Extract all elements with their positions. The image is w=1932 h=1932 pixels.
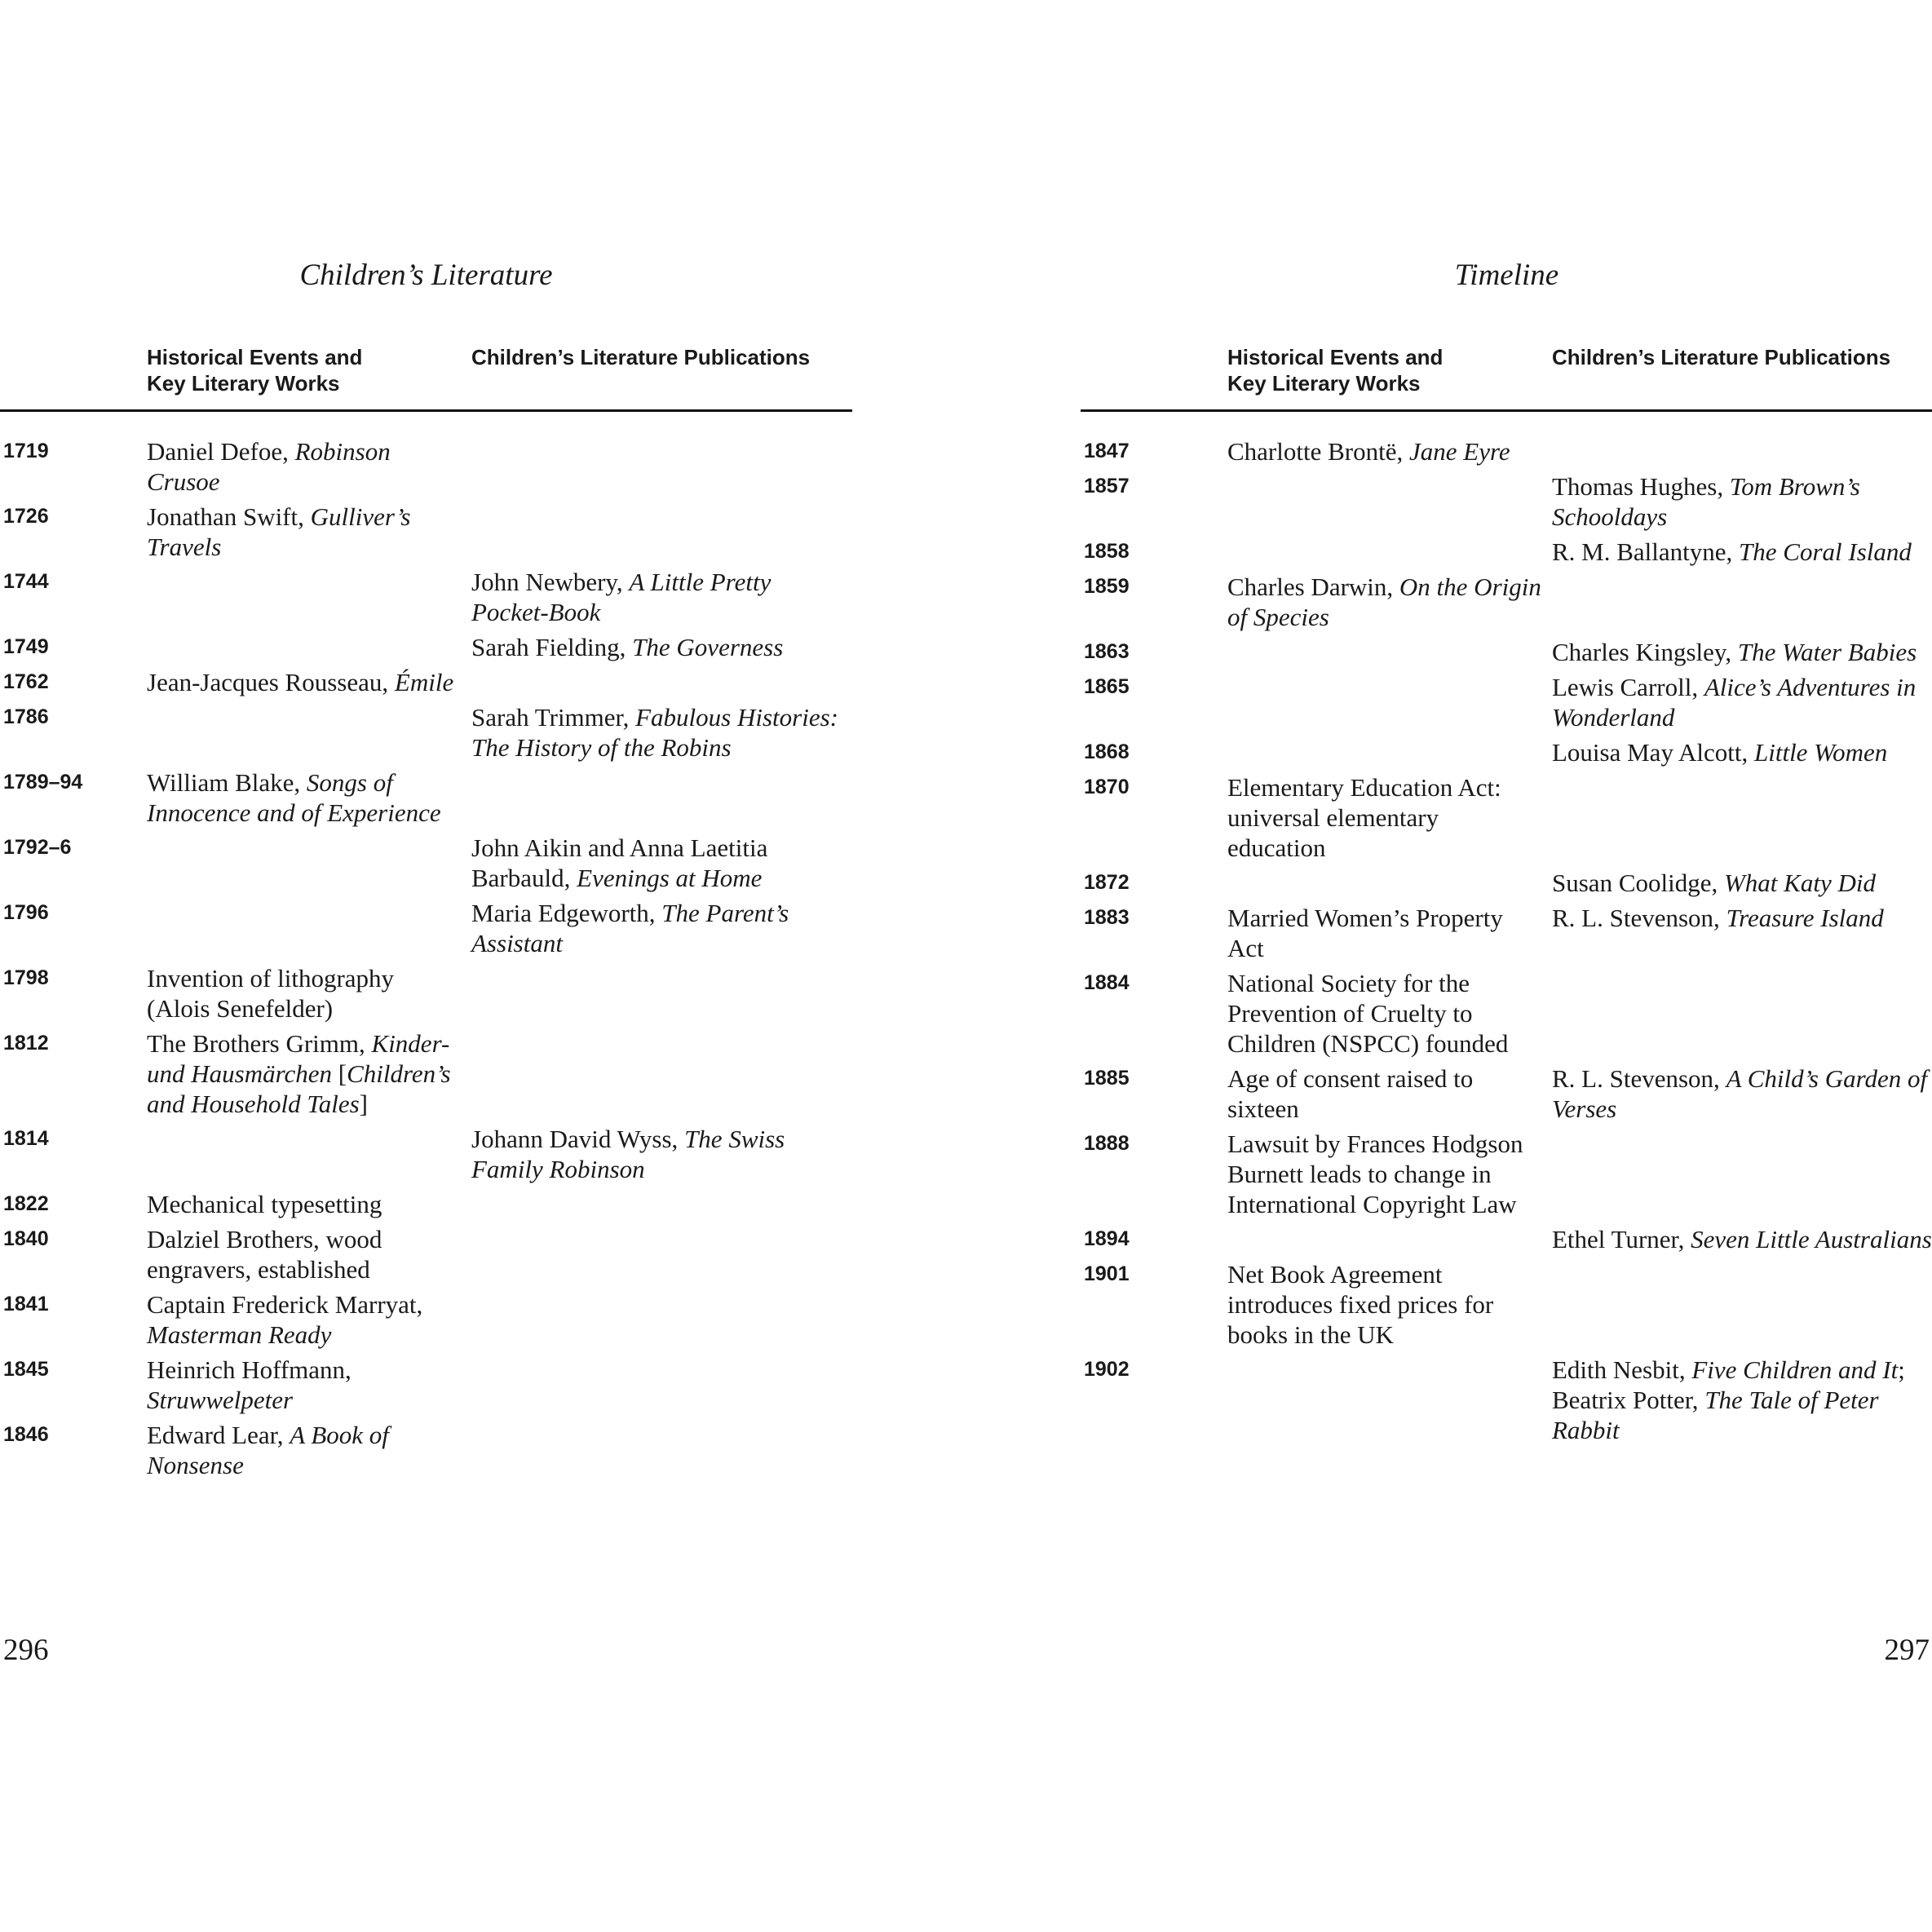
publication-cell bbox=[471, 632, 852, 662]
event-title: Émile bbox=[394, 668, 454, 696]
event-text: Elementary Education Act: universal elementary education bbox=[1227, 773, 1501, 862]
timeline-row bbox=[1081, 1259, 1932, 1350]
timeline-row bbox=[1081, 471, 1932, 532]
event-cell bbox=[1227, 1259, 1552, 1350]
event-text: National Society for the Prevention of Cruelty to Children (NSPCC) founded bbox=[1227, 969, 1509, 1058]
timeline-row bbox=[0, 1028, 852, 1119]
timeline-row bbox=[0, 667, 852, 697]
publication-cell bbox=[1552, 903, 1932, 933]
timeline-row bbox=[0, 632, 852, 662]
year: 1902 bbox=[1084, 1358, 1130, 1381]
publication-author: R. L. Stevenson, bbox=[1552, 904, 1726, 932]
timeline-row bbox=[1081, 772, 1932, 863]
publication-author: Johann David Wyss, bbox=[471, 1125, 685, 1153]
year: 1744 bbox=[3, 570, 49, 593]
year: 1884 bbox=[1084, 971, 1130, 994]
publication-author: Edith Nesbit, bbox=[1552, 1355, 1692, 1384]
year: 1868 bbox=[1084, 741, 1130, 763]
event-text: Heinrich Hoffmann, bbox=[147, 1355, 351, 1384]
year: 1749 bbox=[3, 635, 49, 658]
year: 1822 bbox=[3, 1192, 49, 1215]
publication-title: A Little Pretty Pocket-Book bbox=[471, 568, 771, 626]
event-text: Charles Darwin, bbox=[1227, 573, 1399, 601]
timeline-row bbox=[1081, 537, 1932, 567]
event-text: Lawsuit by Frances Hodgson Burnett leads to change in International Copyright Law bbox=[1227, 1130, 1523, 1218]
timeline-row bbox=[0, 502, 852, 562]
year: 1865 bbox=[1084, 675, 1130, 698]
publication-title: Treasure Island bbox=[1726, 904, 1884, 932]
publications-column-header: Children’s Literature Publications bbox=[471, 345, 811, 369]
year: 1870 bbox=[1084, 776, 1130, 798]
publication-title: Seven Little Australians bbox=[1691, 1225, 1932, 1253]
right-page bbox=[1081, 0, 1932, 1932]
event-text: Dalziel Brothers, wood engravers, established bbox=[147, 1225, 382, 1284]
year: 1859 bbox=[1084, 575, 1130, 598]
year: 1888 bbox=[1084, 1132, 1130, 1155]
publication-cell bbox=[471, 898, 852, 958]
event-text: Edward Lear, bbox=[147, 1421, 290, 1449]
publication-title: Fabulous Histories: The History of the Robins bbox=[471, 703, 838, 762]
timeline-row bbox=[0, 898, 852, 958]
event-cell bbox=[1227, 903, 1552, 963]
timeline-rows bbox=[1081, 436, 1932, 1450]
event-text: Charlotte Brontë, bbox=[1227, 437, 1409, 466]
timeline-row bbox=[0, 1420, 852, 1480]
event-title: Children’s and Household Tales bbox=[147, 1059, 451, 1118]
timeline-row bbox=[0, 1355, 852, 1415]
year: 1857 bbox=[1084, 475, 1130, 497]
event-cell bbox=[147, 667, 471, 697]
running-head: Timeline bbox=[1454, 259, 1559, 292]
publication-cell bbox=[471, 567, 852, 627]
event-cell bbox=[147, 502, 471, 562]
timeline-row bbox=[1081, 1224, 1932, 1254]
event-cell bbox=[1227, 1129, 1552, 1219]
year: 1798 bbox=[3, 966, 49, 989]
event-title: On the Origin of Species bbox=[1227, 573, 1541, 631]
running-head: Children’s Literature bbox=[299, 259, 553, 292]
publication-author: Ethel Turner, bbox=[1552, 1225, 1691, 1253]
event-title: A Book of Nonsense bbox=[147, 1421, 389, 1479]
event-text: Net Book Agreement introduces fixed prices for books in the UK bbox=[1227, 1260, 1494, 1349]
year: 1901 bbox=[1084, 1262, 1130, 1285]
timeline-rows bbox=[0, 436, 852, 1485]
publication-title: Alice’s Adventures in Wonderland bbox=[1552, 673, 1917, 732]
publication-author: John Aikin and Anna Laetitia Barbauld, bbox=[471, 833, 768, 892]
timeline-row bbox=[1081, 737, 1932, 767]
publications-column-header: Children’s Literature Publications bbox=[1552, 345, 1891, 369]
event-cell bbox=[147, 767, 471, 828]
publication-title: The Swiss Family Robinson bbox=[471, 1125, 785, 1183]
publication-author: R. L. Stevenson, bbox=[1552, 1064, 1726, 1093]
year: 1883 bbox=[1084, 906, 1130, 929]
publication-author: R. M. Ballantyne, bbox=[1552, 537, 1740, 566]
event-cell bbox=[147, 436, 471, 497]
publication-cell bbox=[471, 702, 852, 763]
timeline-row bbox=[0, 702, 852, 763]
publication-title: The Parent’s Assistant bbox=[471, 899, 789, 957]
year: 1847 bbox=[1084, 440, 1130, 462]
publication-cell bbox=[1552, 637, 1932, 667]
timeline-row bbox=[0, 1189, 852, 1219]
publication-author: Susan Coolidge, bbox=[1552, 869, 1724, 897]
event-title: Jane Eyre bbox=[1408, 437, 1510, 466]
event-title: Songs of Innocence and of Experience bbox=[147, 768, 441, 827]
publication-title: The Tale of Peter Rabbit bbox=[1552, 1386, 1879, 1444]
event-cell bbox=[147, 963, 471, 1023]
event-text: [ bbox=[332, 1059, 347, 1088]
publication-author: Maria Edgeworth, bbox=[471, 899, 662, 927]
event-cell bbox=[1227, 1063, 1552, 1124]
publication-title: The Water Babies bbox=[1737, 638, 1917, 666]
publication-title: What Katy Did bbox=[1723, 869, 1876, 897]
event-text: Jean-Jacques Rousseau, bbox=[147, 668, 395, 696]
event-text: William Blake, bbox=[147, 768, 307, 797]
publication-title: Tom Brown’s Schooldays bbox=[1552, 472, 1860, 531]
event-cell bbox=[147, 1355, 471, 1415]
year: 1796 bbox=[3, 901, 49, 924]
year: 1762 bbox=[3, 670, 49, 693]
timeline-row bbox=[0, 767, 852, 828]
column-headers bbox=[1081, 344, 1932, 412]
year: 1840 bbox=[3, 1227, 49, 1250]
left-page bbox=[0, 0, 852, 1932]
event-cell bbox=[1227, 572, 1552, 632]
publication-cell bbox=[1552, 737, 1932, 767]
publication-author: John Newbery, bbox=[471, 568, 630, 596]
events-column-header: Historical Events and Key Literary Works bbox=[147, 345, 363, 396]
timeline-row bbox=[1081, 968, 1932, 1059]
year: 1845 bbox=[3, 1358, 49, 1381]
publication-author: Sarah Trimmer, bbox=[471, 703, 636, 732]
timeline-row bbox=[1081, 1355, 1932, 1445]
event-text: Jonathan Swift, bbox=[147, 502, 311, 531]
publication-author: Louisa May Alcott, bbox=[1552, 738, 1754, 767]
year: 1846 bbox=[3, 1423, 49, 1446]
timeline-row bbox=[1081, 637, 1932, 667]
event-text: Daniel Defoe, bbox=[147, 437, 295, 466]
timeline-row bbox=[0, 1224, 852, 1284]
timeline-row bbox=[1081, 1129, 1932, 1219]
publication-title: The Governess bbox=[632, 633, 784, 661]
publication-cell bbox=[1552, 537, 1932, 567]
year: 1812 bbox=[3, 1032, 49, 1054]
year: 1841 bbox=[3, 1293, 49, 1315]
event-cell bbox=[1227, 772, 1552, 863]
events-column-header: Historical Events and Key Literary Works bbox=[1227, 345, 1443, 396]
year: 1885 bbox=[1084, 1067, 1130, 1090]
publication-author: Thomas Hughes, bbox=[1552, 472, 1730, 501]
event-text: The Brothers Grimm, bbox=[147, 1029, 372, 1058]
year: 1872 bbox=[1084, 871, 1130, 894]
publication-author: ; Beatrix Potter, bbox=[1552, 1355, 1905, 1414]
event-title: Kinder- und Hausmärchen bbox=[147, 1029, 450, 1088]
publication-title: Little Women bbox=[1753, 738, 1888, 767]
timeline-row bbox=[0, 436, 852, 497]
publication-title: Five Children and It bbox=[1691, 1355, 1899, 1384]
year: 1719 bbox=[3, 440, 49, 462]
timeline-row bbox=[1081, 1063, 1932, 1124]
event-title: Robinson Crusoe bbox=[147, 437, 391, 496]
timeline-row bbox=[1081, 672, 1932, 732]
event-title: Struwwelpeter bbox=[147, 1386, 294, 1414]
event-title: Gulliver’s Travels bbox=[147, 502, 411, 561]
event-text: Married Women’s Property Act bbox=[1227, 904, 1503, 962]
timeline-row bbox=[0, 1124, 852, 1184]
event-cell bbox=[147, 1224, 471, 1284]
publication-title: The Coral Island bbox=[1739, 537, 1912, 566]
page-number: 297 bbox=[1884, 1634, 1930, 1667]
year: 1863 bbox=[1084, 640, 1130, 663]
event-text: ] bbox=[359, 1090, 368, 1118]
publication-cell bbox=[1552, 672, 1932, 732]
timeline-row bbox=[1081, 572, 1932, 632]
publication-cell bbox=[471, 1124, 852, 1184]
event-cell bbox=[147, 1420, 471, 1480]
publication-cell bbox=[1552, 471, 1932, 532]
event-cell bbox=[1227, 436, 1552, 466]
event-title: Masterman Ready bbox=[147, 1320, 332, 1349]
publication-author: Sarah Fielding, bbox=[471, 633, 633, 661]
timeline-row bbox=[0, 567, 852, 627]
event-cell bbox=[147, 1289, 471, 1350]
timeline-row bbox=[0, 963, 852, 1023]
event-text: Invention of lithography (Alois Senefelder) bbox=[147, 964, 395, 1023]
timeline-row bbox=[0, 1289, 852, 1350]
event-text: Age of consent raised to sixteen bbox=[1227, 1064, 1474, 1123]
year: 1894 bbox=[1084, 1227, 1130, 1250]
column-headers bbox=[0, 344, 852, 412]
publication-cell bbox=[471, 833, 852, 893]
event-text: Mechanical typesetting bbox=[147, 1190, 382, 1218]
publication-cell bbox=[1552, 1355, 1932, 1445]
publication-cell bbox=[1552, 1063, 1932, 1124]
event-cell bbox=[1227, 968, 1552, 1059]
publication-cell bbox=[1552, 868, 1932, 898]
timeline-row bbox=[0, 833, 852, 893]
publication-title: A Child’s Garden of Verses bbox=[1552, 1064, 1928, 1123]
year: 1858 bbox=[1084, 540, 1130, 563]
event-cell bbox=[147, 1028, 471, 1119]
year: 1814 bbox=[3, 1127, 49, 1150]
page-number: 296 bbox=[3, 1634, 49, 1667]
publication-title: Evenings at Home bbox=[577, 864, 763, 892]
year: 1789–94 bbox=[3, 771, 83, 794]
timeline-row bbox=[1081, 903, 1932, 963]
publication-author: Charles Kingsley, bbox=[1552, 638, 1738, 666]
publication-author: Lewis Carroll, bbox=[1552, 673, 1704, 701]
year: 1786 bbox=[3, 705, 49, 728]
year: 1726 bbox=[3, 505, 49, 528]
timeline-row bbox=[1081, 868, 1932, 898]
publication-cell bbox=[1552, 1224, 1932, 1254]
event-text: Captain Frederick Marryat, bbox=[147, 1290, 423, 1319]
timeline-row bbox=[1081, 436, 1932, 466]
event-cell bbox=[147, 1189, 471, 1219]
year: 1792–6 bbox=[3, 836, 72, 859]
